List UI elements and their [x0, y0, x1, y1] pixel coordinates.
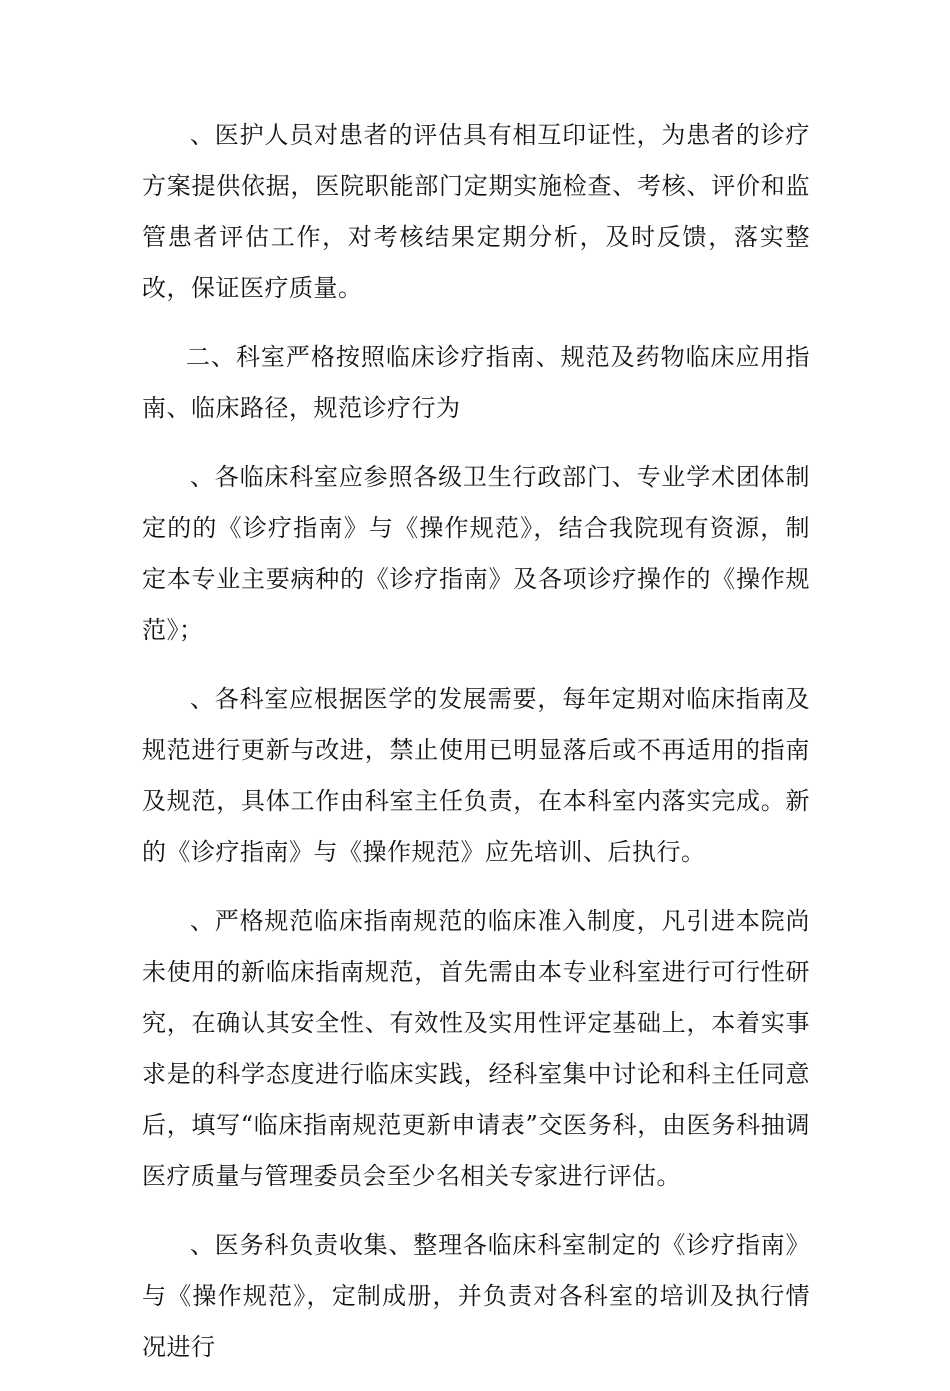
paragraph-patient-assessment: 、医护人员对患者的评估具有相互印证性，为患者的诊疗方案提供依据，医院职能部门定期实施检查、考核、评价和监管患者评估工作，对考核结果定期分析，及时反馈，落实整改，保证医疗质量。: [142, 121, 810, 302]
paragraph-guidelines-update: 、各科室应根据医学的发展需要，每年定期对临床指南及规范进行更新与改进，禁止使用已明显落后或不再适用的指南及规范，具体工作由科室主任负责，在本科室内落实完成。新的《诊疗指南》与《操作规范》应先培训、后执行。: [142, 685, 810, 866]
document-body: [142, 110, 810, 1391]
paragraph-medical-affairs: 、医务科负责收集、整理各临床科室制定的《诊疗指南》与《操作规范》，定制成册，并负责对各科室的培训及执行情况进行: [142, 1231, 810, 1361]
paragraph-guidelines-reference: 、各临床科室应参照各级卫生行政部门、专业学术团体制定的的《诊疗指南》与《操作规范》，结合我院现有资源，制定本专业主要病种的《诊疗指南》及各项诊疗操作的《操作规范》；: [142, 463, 810, 644]
paragraph-access-system: 、严格规范临床指南规范的临床准入制度，凡引进本院尚未使用的新临床指南规范，首先需由本专业科室进行可行性研究，在确认其安全性、有效性及实用性评定基础上，本着实事求是的科学态度进行临床实践，经科室集中讨论和科主任同意后，填写“临床指南规范更新申请表”交医务科，由医务科抽调医疗质量与管理委员会至少名相关专家进行评估。: [142, 907, 810, 1190]
section-heading-two: 二、科室严格按照临床诊疗指南、规范及药物临床应用指南、临床路径，规范诊疗行为: [142, 343, 810, 422]
